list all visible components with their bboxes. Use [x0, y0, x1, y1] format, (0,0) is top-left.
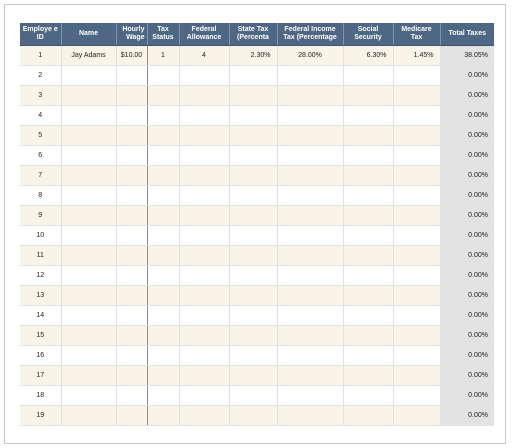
cell-social-security[interactable]	[343, 266, 393, 286]
cell-employee-id[interactable]: 19	[20, 406, 61, 426]
cell-hourly-wage[interactable]	[116, 346, 147, 366]
cell-medicare-tax[interactable]	[393, 366, 440, 386]
cell-federal-income-tax[interactable]	[277, 146, 343, 166]
cell-tax-status[interactable]	[147, 66, 179, 86]
cell-total-taxes[interactable]: 0.00%	[440, 106, 494, 126]
header-row	[20, 23, 494, 46]
header-federal-allowance[interactable]: Federal Allowance	[179, 23, 229, 46]
cell-federal-income-tax[interactable]	[277, 86, 343, 106]
cell-tax-status[interactable]	[147, 286, 179, 306]
table-row	[20, 46, 494, 66]
header-federal-income-tax[interactable]: Federal Income Tax (Percentage	[277, 23, 343, 46]
cell-employee-id[interactable]: 18	[20, 386, 61, 406]
payroll-tax-table	[20, 23, 494, 426]
cell-name[interactable]	[61, 66, 116, 86]
cell-employee-id[interactable]: 11	[20, 246, 61, 266]
cell-social-security[interactable]	[343, 86, 393, 106]
cell-name[interactable]	[61, 126, 116, 146]
cell-federal-income-tax[interactable]	[277, 106, 343, 126]
header-tax-status[interactable]: Tax Status	[147, 23, 179, 46]
header-total-taxes[interactable]: Total Taxes	[440, 23, 494, 46]
cell-medicare-tax[interactable]	[393, 226, 440, 246]
cell-social-security[interactable]	[343, 306, 393, 326]
cell-state-tax[interactable]	[229, 346, 277, 366]
cell-total-taxes[interactable]: 0.00%	[440, 286, 494, 306]
cell-employee-id[interactable]: 8	[20, 186, 61, 206]
cell-name[interactable]	[61, 106, 116, 126]
cell-state-tax[interactable]	[229, 406, 277, 426]
cell-employee-id[interactable]: 14	[20, 306, 61, 326]
cell-federal-income-tax[interactable]	[277, 386, 343, 406]
cell-federal-income-tax[interactable]	[277, 206, 343, 226]
cell-tax-status[interactable]	[147, 226, 179, 246]
cell-total-taxes[interactable]: 0.00%	[440, 326, 494, 346]
cell-state-tax[interactable]	[229, 226, 277, 246]
cell-federal-allowance[interactable]	[179, 126, 229, 146]
cell-total-taxes[interactable]: 0.00%	[440, 406, 494, 426]
cell-hourly-wage[interactable]	[116, 406, 147, 426]
cell-federal-allowance[interactable]	[179, 386, 229, 406]
cell-hourly-wage[interactable]	[116, 286, 147, 306]
cell-state-tax[interactable]	[229, 106, 277, 126]
cell-social-security[interactable]	[343, 366, 393, 386]
cell-total-taxes[interactable]: 0.00%	[440, 86, 494, 106]
cell-tax-status[interactable]	[147, 206, 179, 226]
cell-federal-income-tax[interactable]	[277, 326, 343, 346]
cell-total-taxes[interactable]: 0.00%	[440, 206, 494, 226]
cell-federal-allowance[interactable]	[179, 366, 229, 386]
cell-federal-allowance[interactable]: 4	[179, 46, 229, 66]
cell-employee-id[interactable]: 15	[20, 326, 61, 346]
cell-tax-status[interactable]	[147, 306, 179, 326]
cell-medicare-tax[interactable]	[393, 306, 440, 326]
cell-total-taxes[interactable]: 0.00%	[440, 126, 494, 146]
cell-employee-id[interactable]: 1	[20, 46, 61, 66]
cell-social-security[interactable]	[343, 246, 393, 266]
cell-federal-allowance[interactable]	[179, 406, 229, 426]
cell-federal-allowance[interactable]	[179, 86, 229, 106]
cell-social-security[interactable]	[343, 286, 393, 306]
cell-name[interactable]	[61, 206, 116, 226]
cell-tax-status[interactable]	[147, 86, 179, 106]
cell-state-tax[interactable]	[229, 266, 277, 286]
cell-medicare-tax[interactable]: 1.45%	[393, 46, 440, 66]
table-row	[20, 166, 494, 186]
cell-state-tax[interactable]	[229, 306, 277, 326]
table-row	[20, 206, 494, 226]
cell-social-security[interactable]	[343, 66, 393, 86]
cell-medicare-tax[interactable]	[393, 146, 440, 166]
cell-federal-income-tax[interactable]	[277, 226, 343, 246]
cell-state-tax[interactable]	[229, 186, 277, 206]
cell-tax-status[interactable]: 1	[147, 46, 179, 66]
cell-tax-status[interactable]	[147, 266, 179, 286]
cell-social-security[interactable]	[343, 126, 393, 146]
cell-state-tax[interactable]	[229, 246, 277, 266]
cell-hourly-wage[interactable]	[116, 326, 147, 346]
cell-name[interactable]	[61, 406, 116, 426]
cell-medicare-tax[interactable]	[393, 66, 440, 86]
cell-hourly-wage[interactable]: $10.00	[116, 46, 147, 66]
table-row	[20, 106, 494, 126]
cell-state-tax[interactable]	[229, 66, 277, 86]
cell-federal-income-tax[interactable]	[277, 166, 343, 186]
cell-tax-status[interactable]	[147, 106, 179, 126]
cell-social-security[interactable]	[343, 186, 393, 206]
table-row	[20, 186, 494, 206]
cell-state-tax[interactable]	[229, 146, 277, 166]
cell-federal-allowance[interactable]	[179, 206, 229, 226]
cell-employee-id[interactable]: 9	[20, 206, 61, 226]
cell-employee-id[interactable]: 5	[20, 126, 61, 146]
cell-medicare-tax[interactable]	[393, 86, 440, 106]
cell-tax-status[interactable]	[147, 246, 179, 266]
cell-state-tax[interactable]	[229, 86, 277, 106]
cell-federal-income-tax[interactable]	[277, 126, 343, 146]
table-row	[20, 266, 494, 286]
cell-hourly-wage[interactable]	[116, 226, 147, 246]
cell-federal-allowance[interactable]	[179, 346, 229, 366]
cell-social-security[interactable]: 6.30%	[343, 46, 393, 66]
cell-name[interactable]	[61, 306, 116, 326]
cell-employee-id[interactable]: 3	[20, 86, 61, 106]
cell-total-taxes[interactable]: 0.00%	[440, 146, 494, 166]
cell-hourly-wage[interactable]	[116, 366, 147, 386]
table-row	[20, 126, 494, 146]
cell-medicare-tax[interactable]	[393, 126, 440, 146]
cell-social-security[interactable]	[343, 226, 393, 246]
cell-tax-status[interactable]	[147, 386, 179, 406]
cell-federal-allowance[interactable]	[179, 226, 229, 246]
cell-name[interactable]	[61, 186, 116, 206]
cell-medicare-tax[interactable]	[393, 386, 440, 406]
cell-employee-id[interactable]: 13	[20, 286, 61, 306]
cell-state-tax[interactable]: 2.30%	[229, 46, 277, 66]
cell-total-taxes[interactable]: 0.00%	[440, 366, 494, 386]
header-social-security[interactable]: Social Security	[343, 23, 393, 46]
cell-federal-allowance[interactable]	[179, 266, 229, 286]
cell-federal-allowance[interactable]	[179, 246, 229, 266]
cell-hourly-wage[interactable]	[116, 86, 147, 106]
cell-employee-id[interactable]: 16	[20, 346, 61, 366]
table-row	[20, 346, 494, 366]
table-row	[20, 386, 494, 406]
cell-hourly-wage[interactable]	[116, 126, 147, 146]
cell-tax-status[interactable]	[147, 326, 179, 346]
cell-federal-income-tax[interactable]: 28.00%	[277, 46, 343, 66]
cell-federal-allowance[interactable]	[179, 166, 229, 186]
cell-federal-income-tax[interactable]	[277, 186, 343, 206]
cell-medicare-tax[interactable]	[393, 286, 440, 306]
cell-total-taxes[interactable]: 0.00%	[440, 246, 494, 266]
cell-employee-id[interactable]: 4	[20, 106, 61, 126]
cell-federal-allowance[interactable]	[179, 186, 229, 206]
cell-total-taxes[interactable]: 0.00%	[440, 386, 494, 406]
cell-total-taxes[interactable]: 0.00%	[440, 266, 494, 286]
cell-hourly-wage[interactable]	[116, 66, 147, 86]
cell-federal-allowance[interactable]	[179, 66, 229, 86]
cell-state-tax[interactable]	[229, 126, 277, 146]
header-name[interactable]: Name	[61, 23, 116, 46]
cell-name[interactable]	[61, 266, 116, 286]
cell-name[interactable]	[61, 386, 116, 406]
cell-name[interactable]: Jay Adams	[61, 46, 116, 66]
cell-hourly-wage[interactable]	[116, 246, 147, 266]
cell-tax-status[interactable]	[147, 146, 179, 166]
table-row	[20, 86, 494, 106]
table-row	[20, 306, 494, 326]
cell-federal-income-tax[interactable]	[277, 406, 343, 426]
cell-federal-allowance[interactable]	[179, 146, 229, 166]
cell-state-tax[interactable]	[229, 206, 277, 226]
cell-employee-id[interactable]: 10	[20, 226, 61, 246]
header-employee-id[interactable]: Employe e ID	[20, 23, 61, 46]
cell-medicare-tax[interactable]	[393, 266, 440, 286]
table-row	[20, 326, 494, 346]
cell-federal-allowance[interactable]	[179, 306, 229, 326]
cell-medicare-tax[interactable]	[393, 206, 440, 226]
cell-federal-income-tax[interactable]	[277, 66, 343, 86]
cell-state-tax[interactable]	[229, 286, 277, 306]
cell-tax-status[interactable]	[147, 166, 179, 186]
table-row	[20, 366, 494, 386]
cell-social-security[interactable]	[343, 326, 393, 346]
cell-social-security[interactable]	[343, 346, 393, 366]
cell-medicare-tax[interactable]	[393, 326, 440, 346]
cell-total-taxes[interactable]: 0.00%	[440, 186, 494, 206]
cell-hourly-wage[interactable]	[116, 266, 147, 286]
cell-medicare-tax[interactable]	[393, 166, 440, 186]
cell-total-taxes[interactable]: 0.00%	[440, 346, 494, 366]
cell-name[interactable]	[61, 86, 116, 106]
cell-medicare-tax[interactable]	[393, 346, 440, 366]
cell-total-taxes[interactable]: 0.00%	[440, 226, 494, 246]
cell-medicare-tax[interactable]	[393, 406, 440, 426]
cell-hourly-wage[interactable]	[116, 306, 147, 326]
cell-hourly-wage[interactable]	[116, 106, 147, 126]
cell-total-taxes[interactable]: 0.00%	[440, 166, 494, 186]
cell-tax-status[interactable]	[147, 186, 179, 206]
header-medicare-tax[interactable]: Medicare Tax	[393, 23, 440, 46]
cell-medicare-tax[interactable]	[393, 106, 440, 126]
cell-total-taxes[interactable]: 38.05%	[440, 46, 494, 66]
cell-name[interactable]	[61, 346, 116, 366]
cell-name[interactable]	[61, 366, 116, 386]
cell-social-security[interactable]	[343, 386, 393, 406]
cell-state-tax[interactable]	[229, 366, 277, 386]
cell-medicare-tax[interactable]	[393, 246, 440, 266]
cell-name[interactable]	[61, 146, 116, 166]
cell-name[interactable]	[61, 246, 116, 266]
table-row	[20, 406, 494, 426]
cell-federal-allowance[interactable]	[179, 326, 229, 346]
cell-federal-income-tax[interactable]	[277, 346, 343, 366]
table-row	[20, 246, 494, 266]
cell-hourly-wage[interactable]	[116, 146, 147, 166]
cell-employee-id[interactable]: 12	[20, 266, 61, 286]
cell-tax-status[interactable]	[147, 346, 179, 366]
header-hourly-wage[interactable]: Hourly Wage	[116, 23, 147, 46]
cell-federal-income-tax[interactable]	[277, 246, 343, 266]
cell-tax-status[interactable]	[147, 406, 179, 426]
table-row	[20, 66, 494, 86]
cell-total-taxes[interactable]: 0.00%	[440, 306, 494, 326]
cell-name[interactable]	[61, 286, 116, 306]
cell-social-security[interactable]	[343, 146, 393, 166]
cell-hourly-wage[interactable]	[116, 386, 147, 406]
cell-tax-status[interactable]	[147, 126, 179, 146]
cell-employee-id[interactable]: 6	[20, 146, 61, 166]
cell-hourly-wage[interactable]	[116, 186, 147, 206]
cell-state-tax[interactable]	[229, 326, 277, 346]
table-body	[20, 46, 494, 426]
cell-name[interactable]	[61, 326, 116, 346]
table-row	[20, 146, 494, 166]
cell-name[interactable]	[61, 226, 116, 246]
cell-hourly-wage[interactable]	[116, 166, 147, 186]
cell-social-security[interactable]	[343, 206, 393, 226]
cell-federal-income-tax[interactable]	[277, 266, 343, 286]
cell-employee-id[interactable]: 7	[20, 166, 61, 186]
cell-tax-status[interactable]	[147, 366, 179, 386]
cell-total-taxes[interactable]: 0.00%	[440, 66, 494, 86]
cell-state-tax[interactable]	[229, 166, 277, 186]
cell-federal-income-tax[interactable]	[277, 366, 343, 386]
cell-federal-income-tax[interactable]	[277, 306, 343, 326]
table-row	[20, 286, 494, 306]
cell-state-tax[interactable]	[229, 386, 277, 406]
cell-social-security[interactable]	[343, 106, 393, 126]
cell-social-security[interactable]	[343, 166, 393, 186]
cell-employee-id[interactable]: 17	[20, 366, 61, 386]
cell-federal-allowance[interactable]	[179, 106, 229, 126]
cell-federal-allowance[interactable]	[179, 286, 229, 306]
cell-federal-income-tax[interactable]	[277, 286, 343, 306]
cell-social-security[interactable]	[343, 406, 393, 426]
cell-medicare-tax[interactable]	[393, 186, 440, 206]
cell-name[interactable]	[61, 166, 116, 186]
table-row	[20, 226, 494, 246]
cell-hourly-wage[interactable]	[116, 206, 147, 226]
cell-employee-id[interactable]: 2	[20, 66, 61, 86]
header-state-tax[interactable]: State Tax (Percenta	[229, 23, 277, 46]
